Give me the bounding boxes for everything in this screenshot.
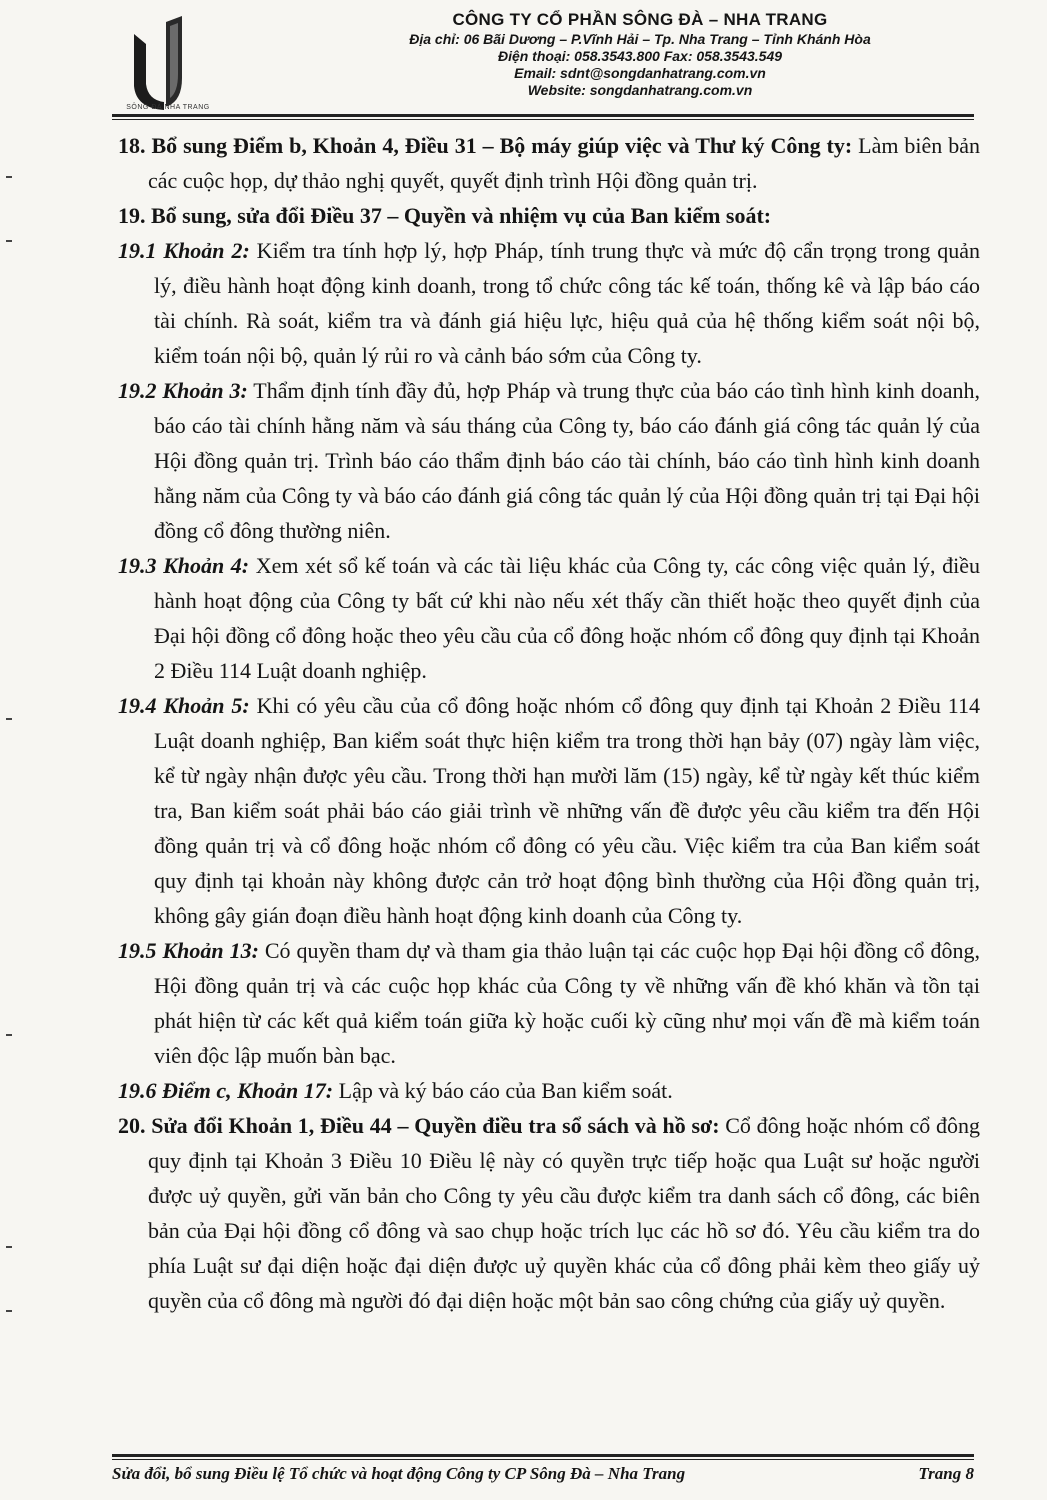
margin-mark bbox=[6, 240, 12, 242]
company-website: Website: songdanhatrang.com.vn bbox=[527, 82, 753, 98]
margin-mark bbox=[6, 718, 12, 720]
item-19-4 bbox=[118, 688, 980, 933]
item-19-5-text: Có quyền tham dự và tham gia thảo luận tại các cuộc họp Đại hội đồng cổ đông, Hội đồng quản trị và các cuộc họp khác của Công ty về những vấn đề khó khăn và tồn tại phát hiện từ các kết quả kiểm toán giữa kỳ hoặc cuối kỳ cũng như mọi vấn đề mà kiểm toán viên độc lập muốn bàn bạc. bbox=[154, 938, 980, 1068]
section-20-heading: 20. Sửa đổi Khoản 1, Điều 44 – Quyền điều tra sổ sách và hồ sơ: bbox=[118, 1113, 720, 1138]
margin-mark bbox=[6, 176, 12, 178]
margin-mark bbox=[6, 1246, 12, 1248]
page-footer bbox=[112, 1464, 974, 1484]
item-19-3-label: 19.3 Khoản 4: bbox=[118, 553, 250, 578]
company-info bbox=[380, 10, 900, 99]
item-19-1 bbox=[118, 233, 980, 373]
section-19-heading: 19. Bổ sung, sửa đổi Điều 37 – Quyền và nhiệm vụ của Ban kiểm soát: bbox=[118, 203, 772, 228]
margin-mark bbox=[6, 1034, 12, 1036]
item-19-5 bbox=[118, 933, 980, 1073]
section-18-text: Làm biên bản các cuộc họp, dự thảo nghị quyết, quyết định trình Hội đồng quản trị. bbox=[148, 133, 980, 193]
section-20 bbox=[118, 1108, 980, 1318]
company-name: CÔNG TY CỔ PHẦN SÔNG ĐÀ – NHA TRANG bbox=[452, 10, 828, 29]
footer-divider bbox=[112, 1454, 974, 1457]
header-divider bbox=[112, 114, 974, 117]
company-email: Email: sdnt@songdanhatrang.com.vn bbox=[514, 65, 766, 81]
item-19-2-text: Thẩm định tính đầy đủ, hợp Pháp và trung thực của báo cáo tình hình kinh doanh, báo cáo tài chính hằng năm và sáu tháng của Công ty, báo cáo đánh giá công tác quản lý của Hội đồng quản trị. Trình báo cáo thẩm định báo cáo tài chính, báo cáo tình hình kinh doanh hằng năm của Công ty và báo cáo đánh giá công tác quản lý của Hội đồng quản trị tại Đại hội đồng cổ đông thường niên. bbox=[154, 378, 980, 543]
header-divider-thin bbox=[112, 119, 974, 120]
item-19-4-label: 19.4 Khoản 5: bbox=[118, 693, 250, 718]
document-body bbox=[118, 128, 980, 1318]
item-19-3 bbox=[118, 548, 980, 688]
footer-divider-thin bbox=[112, 1459, 974, 1460]
item-19-6-text: Lập và ký báo cáo của Ban kiểm soát. bbox=[333, 1078, 673, 1103]
company-phone: Điện thoại: 058.3543.800 Fax: 058.3543.549 bbox=[497, 48, 783, 64]
section-20-text: Cổ đông hoặc nhóm cổ đông quy định tại Khoản 3 Điều 10 Điều lệ này có quyền trực tiếp hoặc qua Luật sư hoặc người được uỷ quyền, gửi văn bản cho Công ty yêu cầu được kiểm tra danh sách cổ đông, các biên bản của Đại hội đồng cổ đông và sao chụp hoặc trích lục các hồ sơ đó. Yêu cầu kiểm tra do phía Luật sư đại diện hoặc đại diện được uỷ quyền khác của cổ đông phải kèm theo giấy uỷ quyền của cổ đông mà người đó đại diện hoặc một bản sao công chứng của giấy uỷ quyền. bbox=[148, 1113, 980, 1313]
company-address: Địa chỉ: 06 Bãi Dương – P.Vĩnh Hải – Tp. Nha Trang – Tỉnh Khánh Hòa bbox=[409, 31, 871, 47]
margin-mark bbox=[6, 1310, 12, 1312]
letterhead bbox=[0, 0, 1047, 120]
item-19-1-label: 19.1 Khoản 2: bbox=[118, 238, 250, 263]
item-19-4-text: Khi có yêu cầu của cổ đông hoặc nhóm cổ đông quy định tại Khoản 2 Điều 114 Luật doanh nghiệp, Ban kiểm soát thực hiện kiểm tra trong thời hạn bảy (07) ngày làm việc, kể từ ngày nhận được yêu cầu. Trong thời hạn mười lăm (15) ngày, kể từ ngày kết thúc kiểm tra, Ban kiểm soát phải báo cáo giải trình về những vấn đề được yêu cầu kiểm tra đến Hội đồng quản trị và cổ đông hoặc nhóm cổ đông có yêu cầu. Việc kiểm tra của Ban kiểm soát quy định tại khoản này không được cản trở hoạt động bình thường của Hội đồng quản trị, không gây gián đoạn điều hành hoạt động kinh doanh của Công ty. bbox=[154, 693, 980, 928]
item-19-6-label: 19.6 Điểm c, Khoản 17: bbox=[118, 1078, 334, 1103]
company-logo-icon bbox=[112, 14, 224, 110]
section-18-heading: 18. Bổ sung Điểm b, Khoản 4, Điều 31 – Bộ máy giúp việc và Thư ký Công ty: bbox=[118, 133, 853, 158]
item-19-2-label: 19.2 Khoản 3: bbox=[118, 378, 248, 403]
section-18 bbox=[118, 128, 980, 198]
item-19-6 bbox=[118, 1073, 980, 1108]
item-19-1-text: Kiểm tra tính hợp lý, hợp Pháp, tính trung thực và mức độ cẩn trọng trong quản lý, điều hành hoạt động kinh doanh, trong tổ chức công tác kế toán, thống kê và lập báo cáo tài chính. Rà soát, kiểm tra và đánh giá hiệu lực, hiệu quả của hệ thống kiểm soát nội bộ, kiểm toán nội bộ, quản lý rủi ro và cảnh báo sớm của Công ty. bbox=[154, 238, 980, 368]
item-19-5-label: 19.5 Khoản 13: bbox=[118, 938, 259, 963]
item-19-3-text: Xem xét sổ kế toán và các tài liệu khác của Công ty, các công việc quản lý, điều hành hoạt động của Công ty bất cứ khi nào nếu xét thấy cần thiết hoặc theo quyết định của Đại hội đồng cổ đông hoặc theo yêu cầu của cổ đông hoặc nhóm cổ đông quy định tại Khoản 2 Điều 114 Luật doanh nghiệp. bbox=[154, 553, 980, 683]
page-number: Trang 8 bbox=[918, 1464, 974, 1483]
footer-title: Sửa đổi, bổ sung Điều lệ Tổ chức và hoạt động Công ty CP Sông Đà – Nha Trang bbox=[112, 1464, 686, 1483]
item-19-2 bbox=[118, 373, 980, 548]
logo-caption: SÔNG ĐÀ NHA TRANG bbox=[126, 104, 210, 111]
